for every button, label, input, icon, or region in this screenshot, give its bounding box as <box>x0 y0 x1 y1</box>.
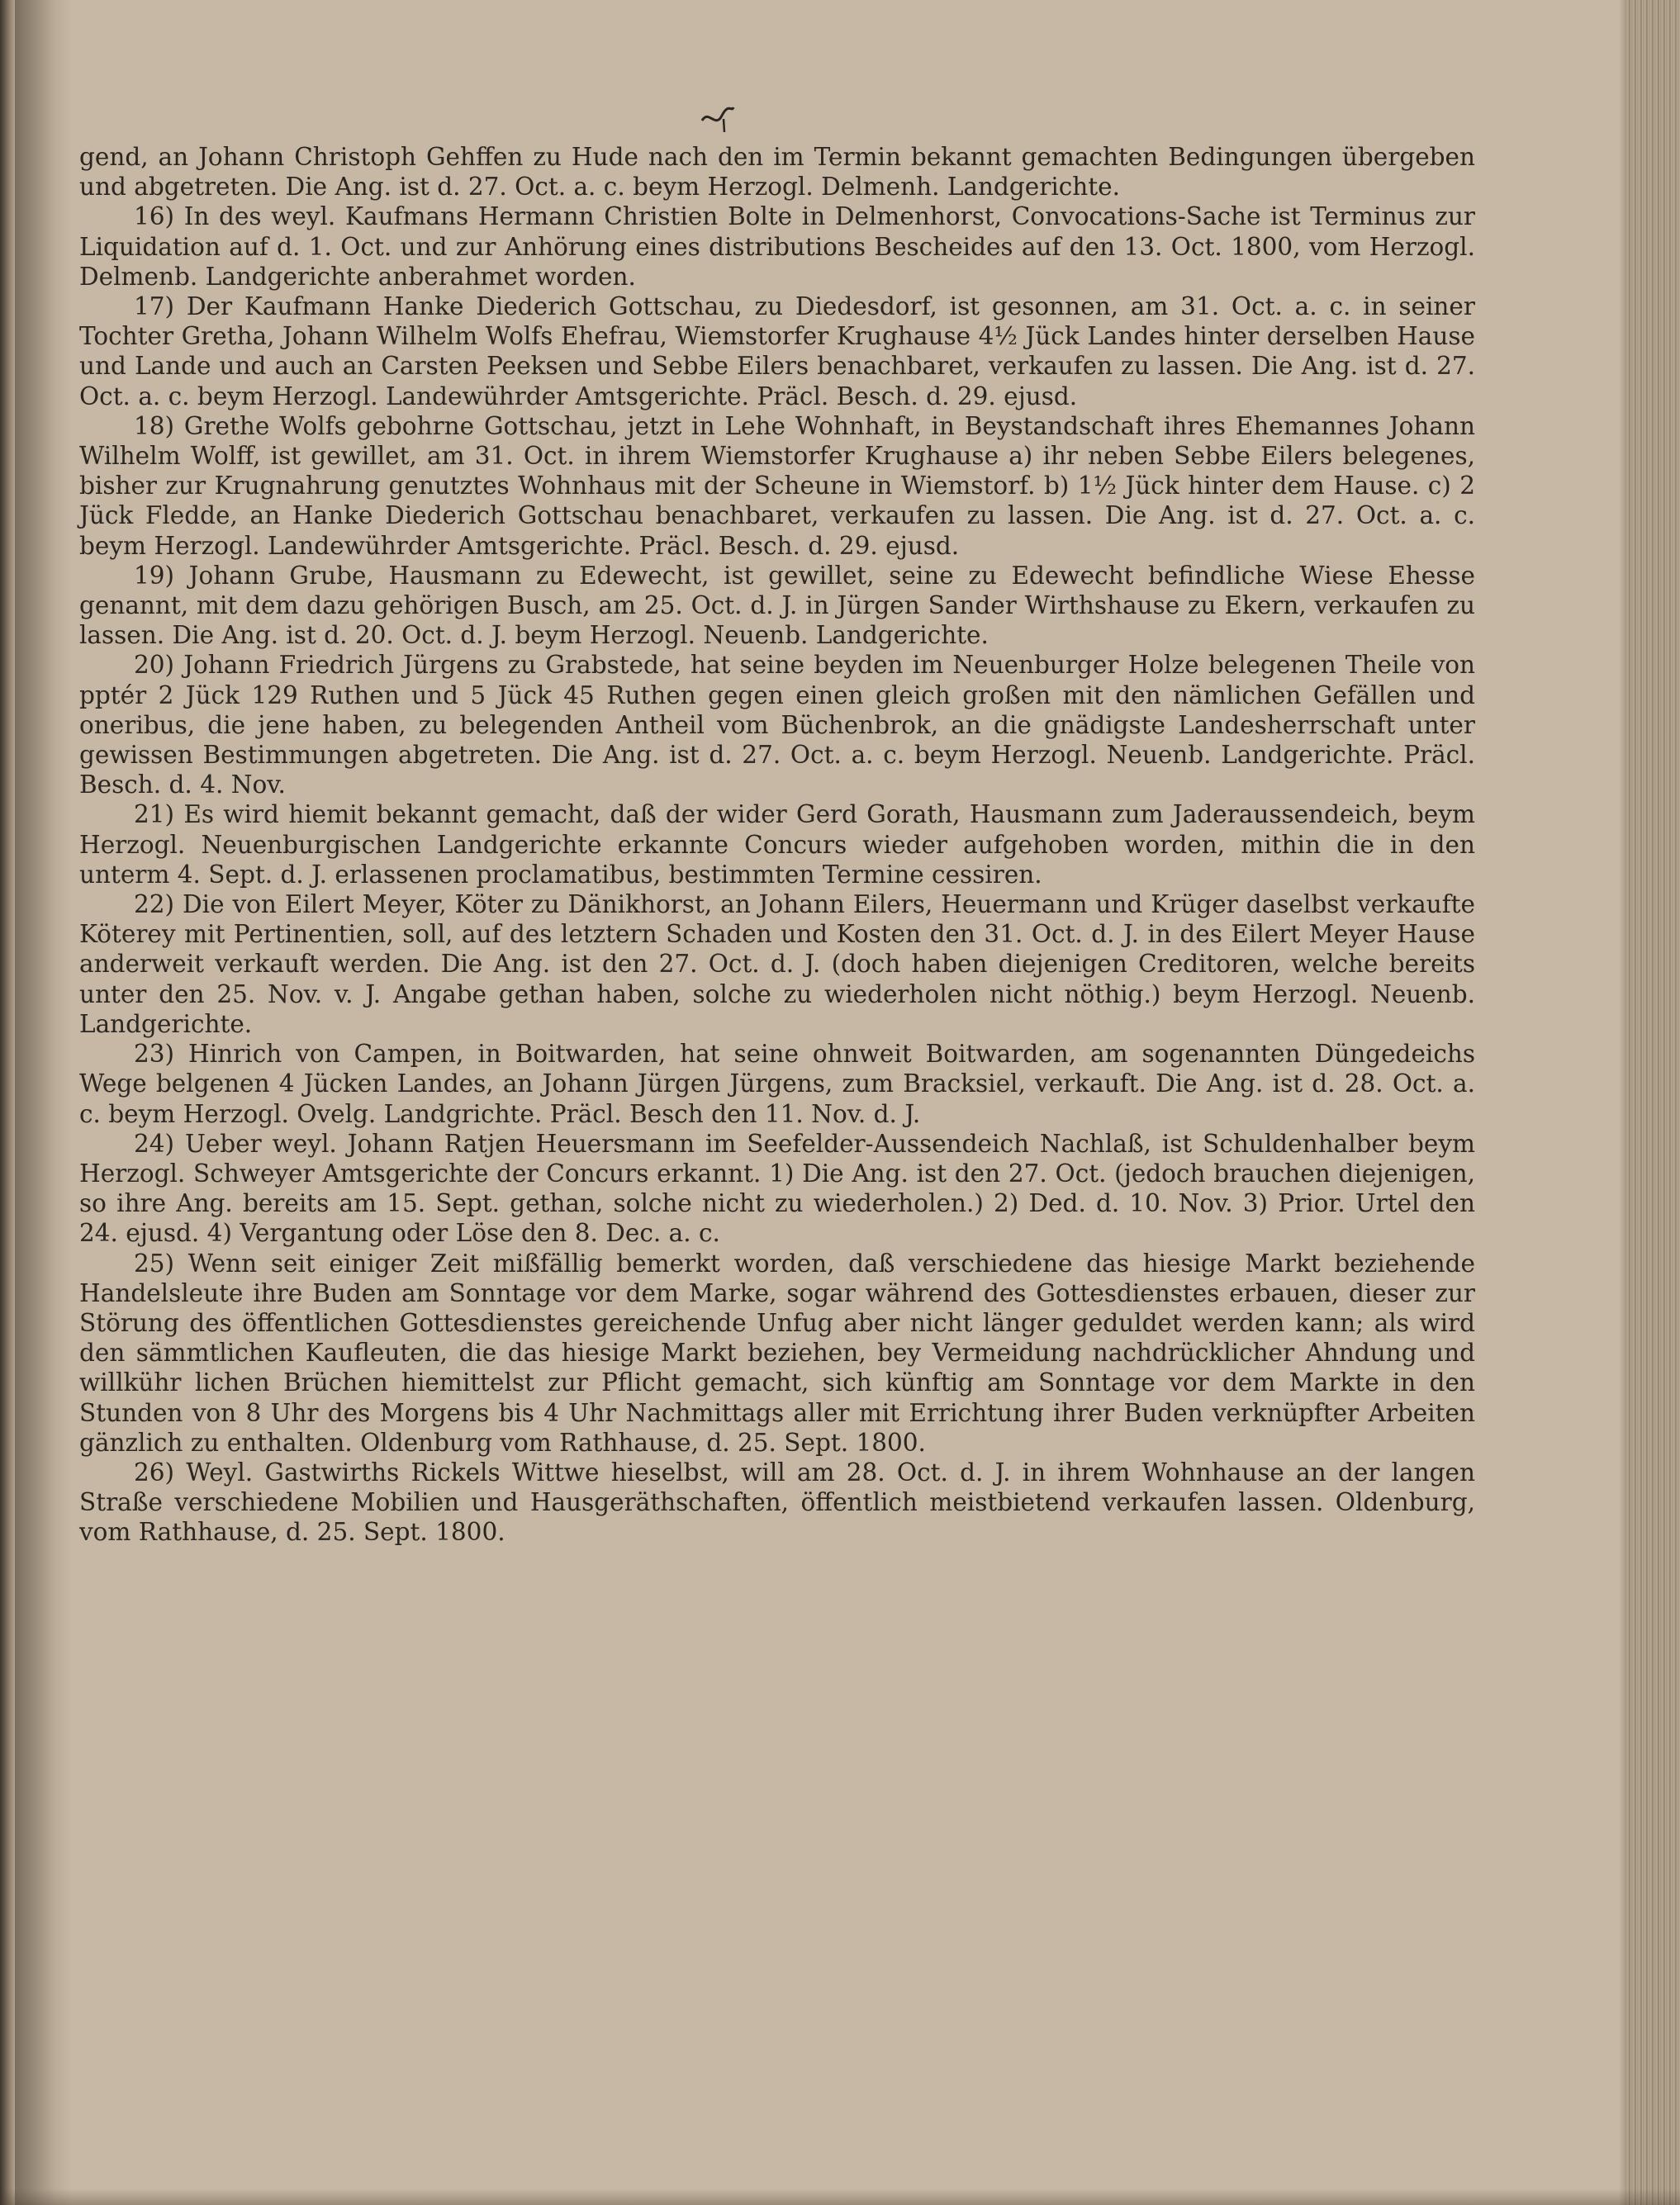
paragraph-16: 16) In des weyl. Kaufmans Hermann Christien Bolte in Delmenhorst, Convocations-Sache ist Terminus zur Liquidation auf d. 1. Oct. und zur Anhörung eines distributions Bescheides auf den 13. Oct. 1800, vom Herzogl. Delmenb. Landgerichte anberahmet worden. <box>79 202 1475 291</box>
paragraph-23: 23) Hinrich von Campen, in Boitwarden, hat seine ohnweit Boitwarden, am sogenannten Düngedeichs Wege belgenen 4 Jücken Landes, an Johann Jürgen Jürgens, zum Bracksiel, verkauft. Die Ang. ist d. 28. Oct. a. c. beym Herzogl. Ovelg. Landgrichte. Präcl. Besch den 11. Nov. d. J. <box>79 1040 1475 1128</box>
paragraph-19: 19) Johann Grube, Hausmann zu Edewecht, ist gewillet, seine zu Edewecht befindliche Wiese Ehesse genannt, mit dem dazu gehörigen Busch, am 25. Oct. d. J. in Jürgen Sander Wirthshause zu Ekern, verkaufen zu lassen. Die Ang. ist d. 20. Oct. d. J. beym Herzogl. Neuenb. Landgerichte. <box>79 561 1475 650</box>
paragraph-20: 20) Johann Friedrich Jürgens zu Grabstede, hat seine beyden im Neuenburger Holze belegenen Theile von pptér 2 Jück 129 Ruthen und 5 Jück 45 Ruthen gegen einen gleich großen mit den nämlichen Gefällen und oneribus, die jene haben, zu belegenden Antheil vom Büchenbrok, an die gnädigste Landesherrschaft unter gewissen Bestimmungen abgetreten. Die Ang. ist d. 27. Oct. a. c. beym Herzogl. Neuenb. Landgerichte. Präcl. Besch. d. 4. Nov. <box>79 651 1475 799</box>
book-gutter-shadow <box>15 0 73 2205</box>
previous-page-edge <box>0 0 15 2205</box>
paragraph-24: 24) Ueber weyl. Johann Ratjen Heuersmann im Seefelder-Aussendeich Nachlaß, ist Schuldenhalber beym Herzogl. Schweyer Amtsgerichte der Concurs erkannt. 1) Die Ang. ist den 27. Oct. (jedoch brauchen diejenigen, so ihre Ang. bereits am 15. Sept. gethan, solche nicht zu wiederholen.) 2) Ded. d. 10. Nov. 3) Prior. Urtel den 24. ejusd. 4) Vergantung oder Löse den 8. Dec. a. c. <box>79 1129 1475 1248</box>
paragraph-26: 26) Weyl. Gastwirths Rickels Wittwe hieselbst, will am 28. Oct. d. J. in ihrem Wohnhause an der langen Straße verschiedene Mobilien und Hausgeräthschaften, öffentlich meistbietend verkaufen lassen. Oldenburg, vom Rathhause, d. 25. Sept. 1800. <box>79 1458 1475 1547</box>
bottom-edge-shadow <box>0 2188 1680 2205</box>
paragraph-25: 25) Wenn seit einiger Zeit mißfällig bemerkt worden, daß verschiedene das hiesige Markt beziehende Handelsleute ihre Buden am Sonntage vor dem Marke, sogar während des Gottesdienstes erbauen, dieser zur Störung des öffentlichen Gottesdienstes gereichende Unfug aber nicht länger geduldet werden kann; als wird den sämmtlichen Kaufleuten, die das hiesige Markt beziehen, bey Vermeidung nachdrücklicher Ahndung und willkühr lichen Brüchen hiemittelst zur Pflicht gemacht, sich künftig am Sonntage vor dem Markte in den Stunden von 8 Uhr des Morgens bis 4 Uhr Nachmittags aller mit Errichtung ihrer Buden verknüpfter Arbeiten gänzlich zu enthalten. Oldenburg vom Rathhause, d. 25. Sept. 1800. <box>79 1249 1475 1457</box>
paragraph-continuation: gend, an Johann Christoph Gehffen zu Hude nach den im Termin bekannt gemachten Bedingungen übergeben und abgetreten. Die Ang. ist d. 27. Oct. a. c. beym Herzogl. Delmenh. Landgerichte. <box>79 143 1475 202</box>
announcement-text <box>79 142 1475 1548</box>
paragraph-18: 18) Grethe Wolfs gebohrne Gottschau, jetzt in Lehe Wohnhaft, in Beystandschaft ihres Ehemannes Johann Wilhelm Wolff, ist gewillet, am 31. Oct. in ihrem Wiemstorfer Krughause a) ihr neben Sebbe Eilers belegenes, bisher zur Krugnahrung genutztes Wohnhaus mit der Scheune in Wiemstorf. b) 1½ Jück hinter dem Hause. c) 2 Jück Fledde, an Hanke Diederich Gottschau benachbaret, verkaufen zu lassen. Die Ang. ist d. 27. Oct. a. c. beym Herzogl. Landewührder Amtsgerichte. Präcl. Besch. d. 29. ejusd. <box>79 411 1475 560</box>
handwritten-mark <box>699 104 735 134</box>
paragraph-17: 17) Der Kaufmann Hanke Diederich Gottschau, zu Diedesdorf, ist gesonnen, am 31. Oct. a. c. in seiner Tochter Gretha, Johann Wilhelm Wolfs Ehefrau, Wiemstorfer Krughause 4½ Jück Landes hinter derselben Hause und Lande und auch an Carsten Peeksen und Sebbe Eilers benachbaret, verkaufen zu lassen. Die Ang. ist d. 27. Oct. a. c. beym Herzogl. Landewührder Amtsgerichte. Präcl. Besch. d. 29. ejusd. <box>79 292 1475 410</box>
paragraph-21: 21) Es wird hiemit bekannt gemacht, daß der wider Gerd Gorath, Hausmann zum Jaderaussendeich, beym Herzogl. Neuenburgischen Landgerichte erkannte Concurs wieder aufgehoben worden, mithin die in den unterm 4. Sept. d. J. erlassenen proclamatibus, bestimmten Termine cessiren. <box>79 800 1475 889</box>
paragraph-22: 22) Die von Eilert Meyer, Köter zu Dänikhorst, an Johann Eilers, Heuermann und Krüger daselbst verkaufte Köterey mit Pertinentien, soll, auf des letztern Schaden und Kosten den 31. Oct. d. J. in des Eilert Meyer Hause anderweit verkauft werden. Die Ang. ist den 27. Oct. d. J. (doch haben diejenigen Creditoren, welche bereits unter den 25. Nov. v. J. Angabe gethan haben, solche zu wiederholen nicht nöthig.) beym Herzogl. Neuenb. Landgerichte. <box>79 890 1475 1038</box>
stacked-page-edges <box>1625 0 1680 2205</box>
